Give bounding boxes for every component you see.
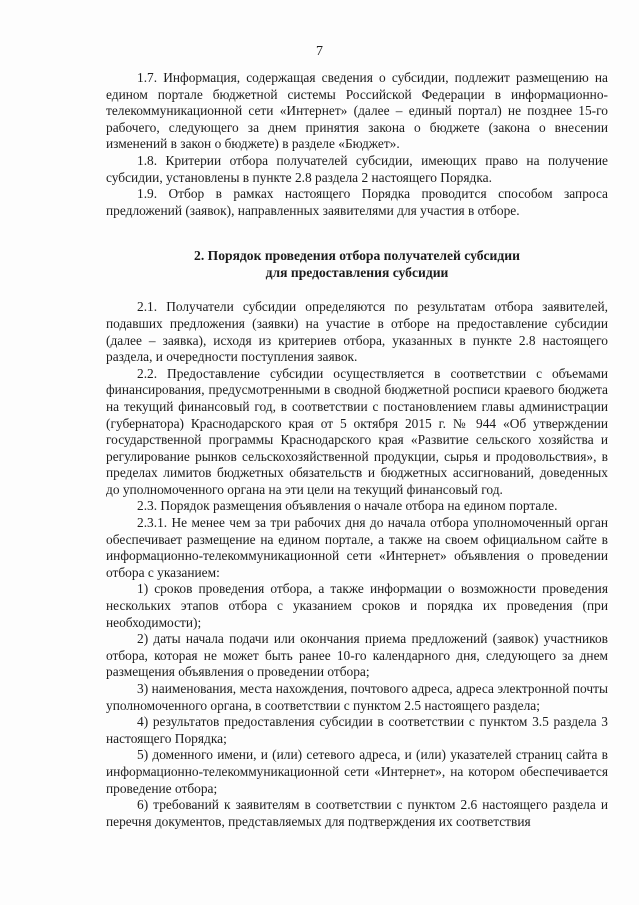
paragraph-2-2: 2.2. Предоставление субсидии осуществляется в соответствии с объемами финансирования, предусмотренными в сводной бюджетной росписи краевого бюджета на текущий финансовый год, в соответствии с постановлением главы администрации (губернатора) Краснодарского края от 5 октября 2015 г. № 944 «Об утверждении государственной программы Краснодарского края «Развитие сельского хозяйства и регулирование рынков сельскохозяйственной продукции, сырья и продовольствия», в пределах лимитов бюджетных обязательств и бюджетных ассигнований, доведенных до уполномоченного органа на эти цели на текущий финансовый год. xyxy=(106,365,608,497)
paragraph-1-7: 1.7. Информация, содержащая сведения о субсидии, подлежит размещению на едином портале бюджетной системы Российской Федерации в информационно-телекоммуникационной сети «Интернет» (далее – единый портал) не позднее 15-го рабочего, следующего за днем принятия закона о бюджете (закона о внесении изменений в закон о бюджете) в разделе «Бюджет». xyxy=(106,70,608,152)
paragraph-1-9: 1.9. Отбор в рамках настоящего Порядка проводится способом запроса предложений (заявок), направленных заявителями для участия в отборе. xyxy=(106,186,608,218)
list-item-2: 2) даты начала подачи или окончания приема предложений (заявок) участников отбора, которая не может быть ранее 10-го календарного дня, следующего за днем размещения объявления о проведении отбора; xyxy=(106,631,608,680)
section-2-heading-line-1: 2. Порядок проведения отбора получателей субсидии xyxy=(194,248,520,264)
paragraph-2-3-1: 2.3.1. Не менее чем за три рабочих дня до начала отбора уполномоченный орган обеспечивает размещение на едином портале, а также на своем официальном сайте в информационно-телекоммуникационной сети «Интернет» объявления о проведении отбора с указанием: xyxy=(106,515,608,580)
paragraph-2-1: 2.1. Получатели субсидии определяются по результатам отбора заявителей, подавших предложения (заявки) на участие в отборе на предоставление субсидии (далее – заявка), исходя из критериев отбора, указанных в пункте 2.8 настоящего раздела, и очередности поступления заявок. xyxy=(106,299,608,365)
list-item-4: 4) результатов предоставления субсидии в соответствии с пунктом 3.5 раздела 3 настоящего Порядка; xyxy=(106,714,608,746)
section-2-heading xyxy=(106,247,608,281)
paragraph-1-8: 1.8. Критерии отбора получателей субсидии, имеющих право на получение субсидии, установлены в пункте 2.8 раздела 2 настоящего Порядка. xyxy=(106,152,608,185)
paragraph-2-3: 2.3. Порядок размещения объявления о начале отбора на едином портале. xyxy=(137,498,558,514)
page-number: 7 xyxy=(316,44,323,59)
list-item-6: 6) требований к заявителям в соответствии с пунктом 2.6 настоящего раздела и перечня документов, представляемых для подтверждения их соответствия xyxy=(106,797,608,829)
document-body xyxy=(106,70,608,830)
section-2-heading-line-2: для предоставления субсидии xyxy=(265,265,449,281)
list-item-1: 1) сроков проведения отбора, а также информации о возможности проведения нескольких этапов отбора с указанием сроков и порядка их проведения (при необходимости); xyxy=(106,581,608,630)
list-item-3: 3) наименования, места нахождения, почтового адреса, адреса электронной почты уполномоченного органа, в соответствии с пунктом 2.5 настоящего раздела; xyxy=(106,681,608,713)
list-item-5: 5) доменного имени, и (или) сетевого адреса, и (или) указателей страниц сайта в информационно-телекоммуникационной сети «Интернет», на котором обеспечивается проведение отбора; xyxy=(106,747,608,796)
